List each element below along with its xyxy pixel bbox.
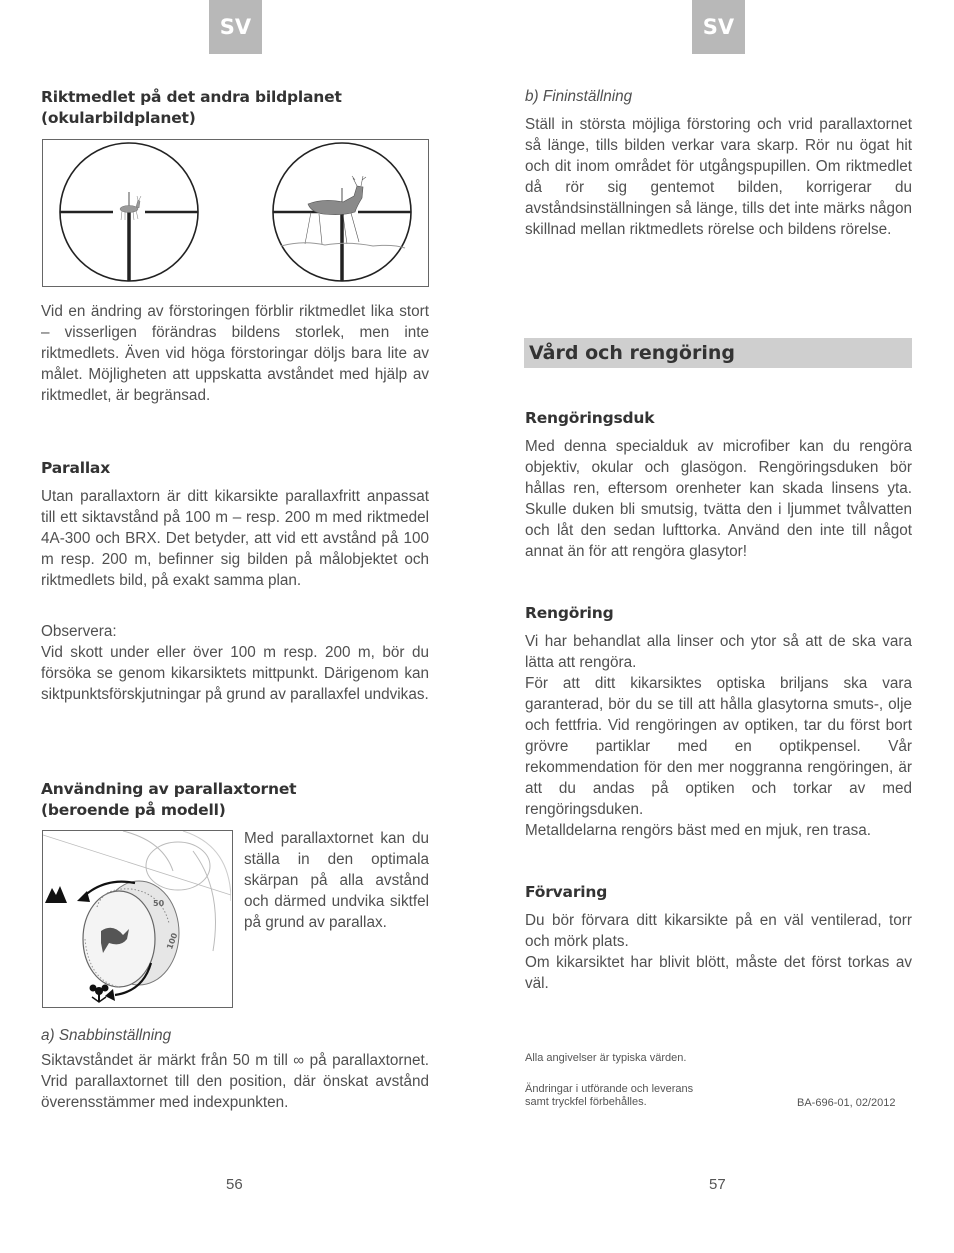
turret-figure [42, 830, 233, 1008]
section-heading-storage: Förvaring [525, 883, 608, 901]
section-band-care: Vård och rengöring [524, 338, 912, 368]
observera-paragraph: Vid skott under eller över 100 m resp. 200 m, bör du försöka se genom kikarsiktets mittpunkt. Därigenom kan siktpunktsförskjutningar på grund av parallaxfel undvikas. [41, 644, 429, 703]
turret-label-50: 50 [153, 899, 165, 908]
section-heading-cleaning: Rengöring [525, 604, 614, 622]
snabb-label: a) Snabbinställning [41, 1027, 172, 1044]
footnote-typical-values: Alla angivelser är typiska värden. [525, 1052, 687, 1064]
turret-label-100: 100 [165, 931, 180, 951]
parallax-turret-illustration [43, 831, 231, 1006]
document-code: BA-696-01, 02/2012 [797, 1097, 896, 1109]
reticle-illustration [43, 140, 427, 285]
page-number-left: 56 [226, 1176, 243, 1193]
flower-icon [90, 985, 109, 1003]
cleaning-paragraph: Vi har behandlat alla linser och ytor så att de ska vara lätta att rengöra. För att ditt kikarsiktes optiska briljans ska vara garanterad, bör du se till att hålla glasytorna smuts-, olje och fettfria. Vid rengöringen av optiken, tar du först bort grövre partiklar med en optikpensel. Vår rekommendation för den mer noggranna rengöringen, är att du andas på optiken och torkar av med rengöringsduken. Metalldelarna rengörs bäst med en mjuk, ren trasa. [525, 633, 912, 839]
language-tab-left: SV [209, 0, 262, 54]
storage-paragraph: Du bör förvara ditt kikarsikte på en väl ventilerad, torr och mörk plats. Om kikarsiktet har blivit blött, måste det först torkas av väl. [525, 912, 912, 992]
section-heading-turret: Användning av parallaxtornet (beroende på modell) [41, 780, 297, 819]
reticle-figure [42, 139, 429, 287]
reticle-paragraph: Vid en ändring av förstoringen förblir riktmedlet lika stort – visserligen förändras bildens storlek, men inte riktmedlets. Även vid höga förstoringar döljs bara lite av målet. Möjligheten att uppskatta avståndet med hjälp av riktmedlet, är begränsad. [41, 303, 429, 404]
parallax-paragraph: Utan parallaxtorn är ditt kikarsikte parallaxfritt anpassat till ett siktavstånd på 100 m – resp. 200 m med riktmedel 4A-300 och BRX. Det betyder, att vid ett avstånd på 100 m resp. 200 m, befinner sig bilden på målobjektet och riktmedlets bild, på exakt samma plan. [41, 488, 429, 589]
language-tab-right: SV [692, 0, 745, 54]
observera-label: Observera: [41, 623, 117, 640]
section-heading-parallax: Parallax [41, 459, 110, 477]
footnote-changes: Ändringar i utförande och leverans samt tryckfel förbehålles. [525, 1083, 694, 1108]
snabb-paragraph: Siktavståndet är märkt från 50 m till ∞ på parallaxtornet. Vrid parallaxtornet till den position, där önskat avstånd överensstämmer med indexpunkten. [41, 1052, 429, 1111]
turret-paragraph: Med parallaxtornet kan du ställa in den optimala skärpan på alla avstånd och därmed undvika siktfel på grund av parallax. [244, 830, 429, 931]
mountain-icon [45, 886, 67, 903]
cloth-paragraph: Med denna specialduk av microfiber kan du rengöra objektiv, okular och glasögon. Rengöringsduken bör hållas ren, eftersom orenheter kan skada linsens yta. Skulle duken bli smutsig, tvätta den i ljummet tvålvatten och låt den sedan lufttorka. Använd den inte till något annat än för att rengöra glasytor! [525, 438, 912, 560]
section-heading-reticle: Riktmedlet på det andra bildplanet (okularbildplanet) [41, 88, 342, 127]
section-heading-cloth: Rengöringsduk [525, 409, 655, 427]
fin-label: b) Fininställning [525, 88, 633, 105]
page-number-right: 57 [709, 1176, 726, 1193]
fin-paragraph: Ställ in största möjliga förstoring och vrid parallaxtornet så länge, tills bilden verkar vara skarp. Rör nu ögat hit och dit inom området för utgångspupillen. Om riktmedlet då rör sig gentemot bilden, korrigerar du avståndsinställningen så länge, tills det inte märks någon skillnad mellan riktmedlets rörelse och bildens rörelse. [525, 116, 912, 238]
